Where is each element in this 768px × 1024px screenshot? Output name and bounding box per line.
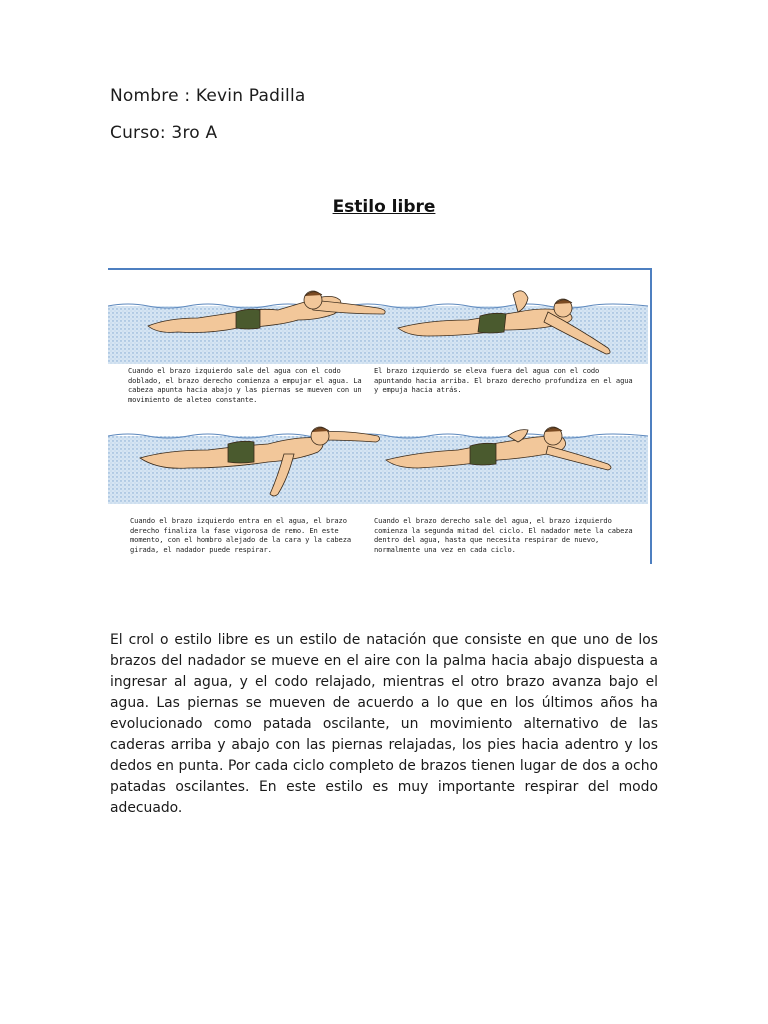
water-band-bottom <box>108 436 648 504</box>
caption-stroke-4: Cuando el brazo derecho sale del agua, el brazo izquierdo comienza la segunda mitad del ciclo. El nadador mete la cabeza dentro del agua, hasta que necesita respirar de nuevo, normalmente una vez en cada ciclo. <box>374 516 633 554</box>
freestyle-illustration <box>108 268 652 564</box>
page-title: Estilo libre <box>332 197 436 217</box>
caption-stroke-1: Cuando el brazo izquierdo sale del agua con el codo doblado, el brazo derecho comienza a empujar el agua. La cabeza apunta hacia abajo y las piernas se mueven con un movimiento de aleteo constante. <box>128 366 362 404</box>
caption-stroke-3: Cuando el brazo izquierdo entra en el agua, el brazo derecho finaliza la fase vigorosa de remo. En este momento, con el hombro alejado de la cara y la cabeza girada, el nadador puede respirar. <box>130 516 352 554</box>
description-paragraph: El crol o estilo libre es un estilo de natación que consiste en que uno de los brazos del nadador se mueve en el aire con la palma hacia abajo dispuesta a ingresar al agua, y el codo relajado, mientras el otro brazo avanza bajo el agua. Las piernas se mueven de acuerdo a lo que en los últimos años ha evolucionado como patada oscilante, un movimiento alternativo de las caderas arriba y abajo con las piernas relajadas, los pies hacia adentro y los dedos en punta. Por cada ciclo completo de brazos tienen lugar de dos a ocho patadas oscilantes. En este estilo es muy importante respirar del modo adecuado. <box>110 631 658 816</box>
caption-stroke-2: El brazo izquierdo se eleva fuera del agua con el codo apuntando hacia arriba. El brazo derecho profundiza en el agua y empuja hacia atrás. <box>374 366 633 395</box>
student-name: Nombre : Kevin Padilla <box>110 86 306 106</box>
student-course: Curso: 3ro A <box>110 123 218 143</box>
